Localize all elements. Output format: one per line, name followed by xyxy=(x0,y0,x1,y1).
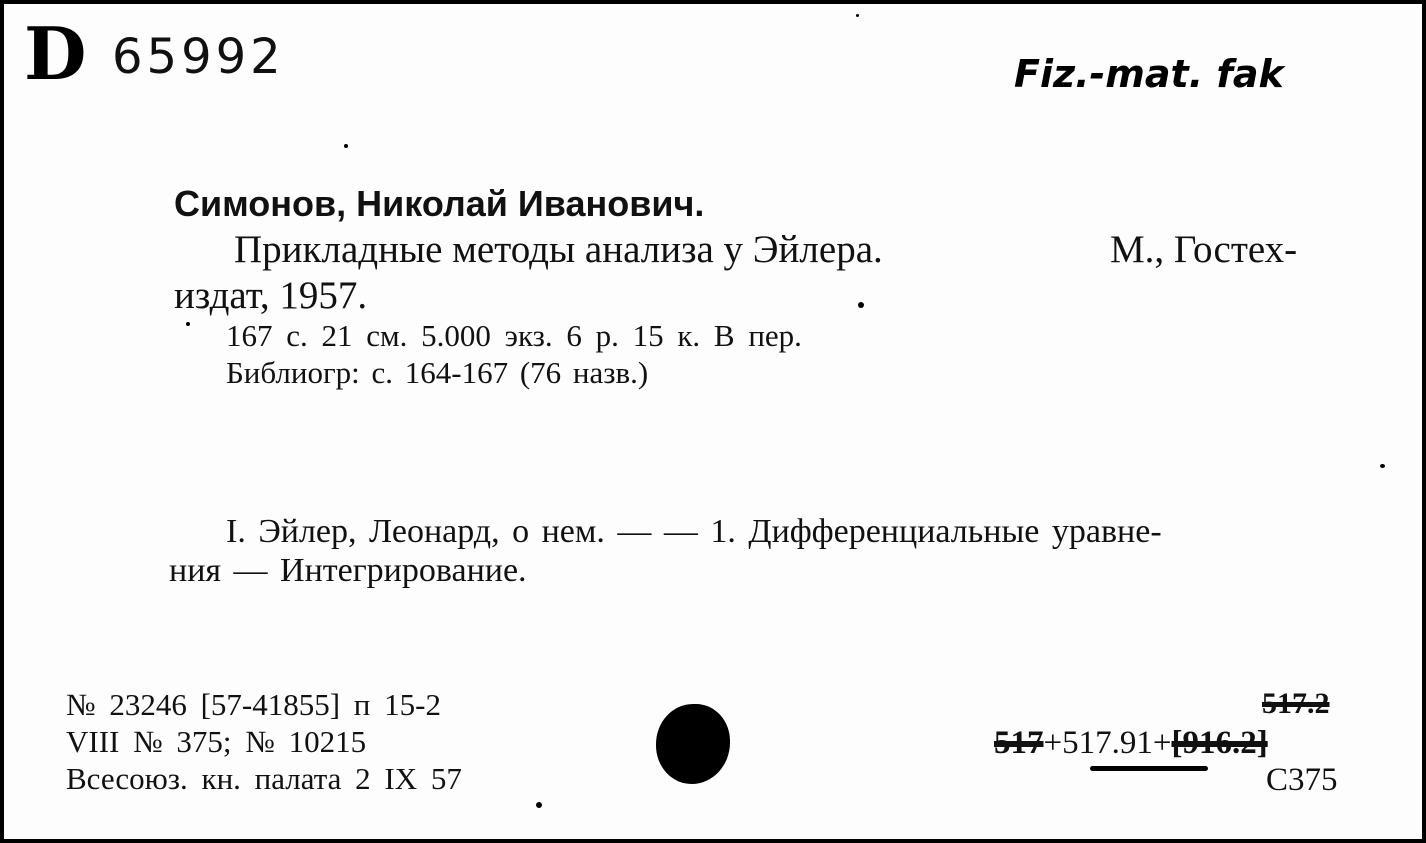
classification-underline xyxy=(1090,766,1208,771)
bibliography-note: Библиогр: с. 164-167 (76 назв.) xyxy=(226,355,649,390)
ink-speck xyxy=(858,302,864,308)
subject-headings-line-2: ния — Интегрирование. xyxy=(169,552,527,589)
classification-row xyxy=(994,724,1268,762)
classification-code: С375 xyxy=(1266,762,1338,798)
title-line-2: издат, 1957. xyxy=(174,274,368,317)
registration-number: № 23246 [57-41855] п 15-2 xyxy=(66,687,441,722)
title-line-1: Прикладные методы анализа у Эйлера. xyxy=(234,228,883,271)
publication-place: М., Гостех- xyxy=(1110,228,1298,271)
struck-classification-top: 517.2 xyxy=(1262,687,1330,720)
publisher-chamber: Всесоюз. кн. палата 2 IX 57 xyxy=(66,761,462,796)
struck-classification-left: 517 xyxy=(994,725,1044,761)
classification-current: +517.91+ xyxy=(1043,725,1172,761)
ink-speck xyxy=(536,802,542,808)
call-number: 65992 xyxy=(112,29,285,85)
ink-speck xyxy=(186,322,190,326)
collation-line: 167 с. 21 см. 5.000 экз. 6 р. 15 к. В пер. xyxy=(226,318,802,353)
author-heading: Симонов, Николай Иванович. xyxy=(174,183,705,224)
ink-speck xyxy=(344,144,348,148)
subject-headings-line-1: I. Эйлер, Леонард, о нем. — — 1. Дифференциальные уравне- xyxy=(226,513,1162,550)
call-number-letter: D xyxy=(24,11,87,96)
struck-classification-right: [916.2] xyxy=(1171,725,1268,761)
faculty-stamp: Fiz.-mat. fak xyxy=(1014,52,1284,96)
punch-hole xyxy=(656,704,730,784)
catalog-reference: VIII № 375; № 10215 xyxy=(66,724,367,759)
ink-speck xyxy=(856,14,859,17)
ink-speck xyxy=(1380,464,1385,468)
